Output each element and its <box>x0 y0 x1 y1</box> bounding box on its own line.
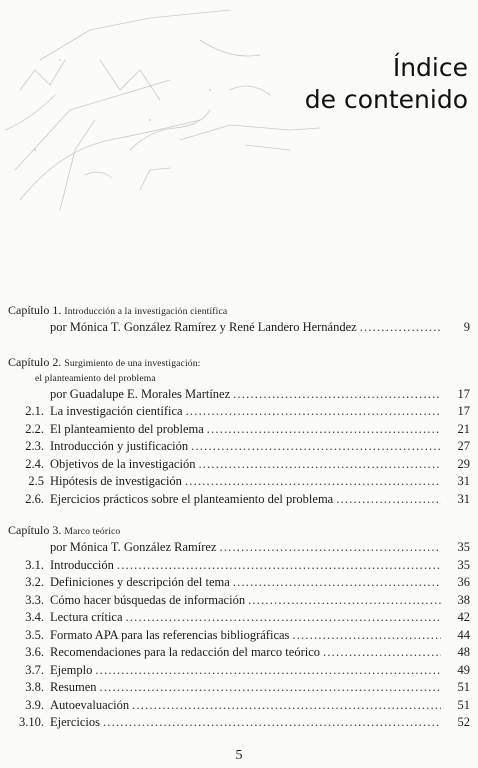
toc-entry-2-5 <box>8 473 470 491</box>
dot-leader <box>126 609 441 627</box>
section-label: Ejercicios <box>50 715 100 729</box>
page-number: 51 <box>457 697 470 712</box>
page-number: 17 <box>457 386 470 401</box>
toc-entry-3-6 <box>8 644 470 662</box>
toc-entry-2-4 <box>8 456 470 474</box>
title-line-1: Índice <box>392 53 468 82</box>
chapter-title: Surgimiento de una investigación: <box>64 357 201 369</box>
chapter-number: Capítulo 2. <box>8 354 62 369</box>
table-of-contents <box>8 302 470 732</box>
dot-leader <box>220 539 442 557</box>
section-label: Ejercicios prácticos sobre el planteamiento del problema <box>50 491 334 506</box>
dot-leader <box>103 714 441 732</box>
page-number: 29 <box>457 456 470 471</box>
dot-leader <box>292 627 441 645</box>
section-number: 2.2. <box>25 421 44 436</box>
page-number: 48 <box>457 645 470 659</box>
section-label: Resumen <box>50 680 97 694</box>
sketch-illustration <box>0 0 330 230</box>
section-label: Lectura crítica <box>50 610 123 624</box>
page-number: 35 <box>457 540 470 554</box>
chapter-number: Capítulo 3. <box>8 523 62 537</box>
toc-entry-3-9 <box>8 697 470 715</box>
dot-leader <box>233 574 441 592</box>
dot-leader <box>336 491 441 509</box>
section-number: 2.5 <box>28 474 44 488</box>
section-number: 3.3. <box>25 592 44 607</box>
chapter-title: Marco teórico <box>64 526 121 537</box>
dot-leader <box>186 403 441 421</box>
toc-entry-3-1 <box>8 557 470 575</box>
section-number: 2.1. <box>25 404 44 418</box>
toc-title <box>305 52 468 116</box>
toc-entry-3-5 <box>8 627 470 645</box>
page-number: 42 <box>457 610 470 624</box>
toc-entry-3-10 <box>8 714 470 732</box>
toc-entry-2-2 <box>8 421 470 439</box>
dot-leader <box>233 386 441 404</box>
author-label: por Mónica T. González Ramírez y René Landero Hernández <box>50 320 357 334</box>
section-number: 3.2. <box>25 575 44 589</box>
section-number: 3.9. <box>25 697 44 712</box>
section-number: 3.10. <box>19 715 44 729</box>
toc-entry-2-3 <box>8 438 470 456</box>
section-label: Autoevaluación <box>50 697 130 712</box>
section-label: Cómo hacer búsquedas de información <box>50 592 246 607</box>
page-number: 35 <box>457 557 470 572</box>
section-number: 3.7. <box>25 662 44 677</box>
toc-entry-3-8 <box>8 679 470 697</box>
page-number: 31 <box>457 474 470 488</box>
section-label: Hipótesis de investigación <box>50 474 182 488</box>
section-number: 3.1. <box>25 557 44 572</box>
page-folio: 5 <box>235 748 243 763</box>
section-label: La investigación científica <box>50 404 183 418</box>
dot-leader <box>323 644 441 662</box>
dot-leader <box>117 557 441 575</box>
section-number: 3.6. <box>25 645 44 659</box>
dot-leader <box>207 421 441 439</box>
section-number: 3.5. <box>25 627 44 642</box>
section-label: Objetivos de la investigación <box>50 456 196 471</box>
section-number: 2.4. <box>25 456 44 471</box>
dot-leader <box>185 473 441 491</box>
page-number: 21 <box>457 421 470 436</box>
section-number: 3.4. <box>25 610 44 624</box>
section-label: Ejemplo <box>50 662 93 677</box>
section-label: Introducción y justificación <box>50 439 189 453</box>
chapter-2-heading <box>8 354 470 371</box>
toc-entry-2-6 <box>8 491 470 509</box>
chapter-title: Introducción a la investigación científica <box>64 306 228 317</box>
chapter-2-title-continued: el planteamiento del problema <box>35 372 156 384</box>
dot-leader <box>132 697 441 715</box>
chapter-3-heading <box>8 522 470 539</box>
page-number: 49 <box>457 662 470 677</box>
title-line-2: de contenido <box>304 85 468 114</box>
page-number: 36 <box>457 575 470 589</box>
chapter-1-author-entry <box>8 319 470 337</box>
toc-entry-3-4 <box>8 609 470 627</box>
section-label: Formato APA para las referencias bibliográficas <box>50 627 290 642</box>
dot-leader <box>95 662 441 680</box>
section-label: El planteamiento del problema <box>50 421 204 436</box>
author-label: por Guadalupe E. Morales Martínez <box>50 386 231 401</box>
section-label: Definiciones y descripción del tema <box>50 575 230 589</box>
section-label: Recomendaciones para la redacción del marco teórico <box>50 645 321 659</box>
dot-leader <box>198 456 441 474</box>
toc-entry-3-3 <box>8 592 470 610</box>
page-number: 44 <box>457 627 470 642</box>
section-number: 2.3. <box>25 439 44 453</box>
dot-leader <box>248 592 441 610</box>
chapter-2-author-entry <box>8 386 470 404</box>
page-number: 52 <box>457 715 470 729</box>
chapter-3-author-entry <box>8 539 470 557</box>
page-number: 51 <box>457 680 470 694</box>
page-number: 17 <box>457 404 470 418</box>
dot-leader <box>360 319 441 337</box>
toc-entry-3-2 <box>8 574 470 592</box>
toc-entry-3-7 <box>8 662 470 680</box>
page-number: 38 <box>457 592 470 607</box>
author-label: por Mónica T. González Ramírez <box>50 540 217 554</box>
section-number: 2.6. <box>25 491 44 506</box>
section-label: Introducción <box>50 557 114 572</box>
dot-leader <box>100 679 441 697</box>
chapter-number: Capítulo 1. <box>8 303 62 317</box>
page-number: 31 <box>457 491 470 506</box>
chapter-1-heading <box>8 302 470 319</box>
toc-entry-2-1 <box>8 403 470 421</box>
page-number: 9 <box>463 320 470 334</box>
dot-leader <box>191 438 441 456</box>
section-number: 3.8. <box>25 680 44 694</box>
page-number: 27 <box>457 439 470 453</box>
